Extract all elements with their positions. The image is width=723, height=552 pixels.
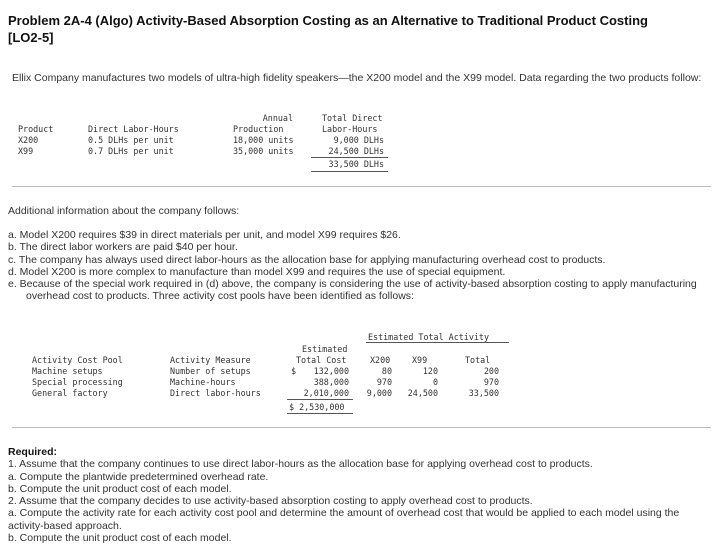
header-estimated: Estimated (302, 344, 348, 354)
row-setups-measure: Number of setups (170, 366, 251, 376)
row-processing-measure: Machine-hours (170, 377, 236, 387)
total-rule-top (311, 157, 388, 158)
group-header-rule (366, 342, 509, 343)
row-setups-cost: 132,000 (313, 366, 349, 376)
additional-info-heading: Additional information about the company follows: (8, 205, 240, 217)
header-activity-measure: Activity Measure (170, 355, 251, 365)
row-general-x200: 9,000 (366, 388, 392, 398)
header-annual: Annual (262, 113, 293, 123)
required-heading: Required: (8, 446, 58, 458)
intro-text: Ellix Company manufactures two models of ultra-high fidelity speakers—the X200 model and the X99 model. Data regarding the two products follow: (12, 72, 702, 84)
row-x200-product: X200 (18, 135, 39, 145)
cost-total-rule-bottom (287, 413, 353, 414)
header-x99: X99 (412, 355, 428, 365)
required-section (8, 446, 713, 544)
row-setups-pool: Machine setups (32, 366, 103, 376)
required-line-1b: b. Compute the unit product cost of each model. (8, 482, 232, 495)
required-line-2b: b. Compute the unit product cost of each model. (8, 532, 232, 545)
row-general-total: 33,500 (468, 388, 499, 398)
header-production: Production (233, 124, 284, 134)
row-x200-total: 9,000 DLHs (333, 135, 384, 145)
row-x200-production: 18,000 units (233, 135, 294, 145)
header-total-direct: Total Direct (322, 113, 383, 123)
problem-title-line-2: [LO2-5] (8, 30, 54, 45)
info-list (8, 229, 713, 303)
row-setups-x200: 80 (381, 366, 392, 376)
cost-total-rule-top (287, 399, 353, 400)
info-item-b: b. The direct labor workers are paid $40 per hour. (8, 241, 238, 254)
row-setups-total: 200 (483, 366, 499, 376)
header-product: Product (18, 124, 54, 134)
required-line-2: 2. Assume that the company decides to use activity-based absorption costing to apply overhead cost to products. (8, 495, 533, 508)
required-line-1a: a. Compute the plantwide predetermined overhead rate. (8, 470, 269, 483)
required-line-1: 1. Assume that the company continues to use direct labor-hours as the allocation base for applying overhead cost to products. (8, 458, 593, 471)
info-item-e: e. Because of the special work required in (d) above, the company is considering the use of activity-based absorption costing to apply manufacturing overhead cost to products. Three activity cost pools have been identified as follows: (8, 278, 697, 303)
row-processing-cost: 388,000 (313, 377, 349, 387)
info-item-c: c. The company has always used direct labor-hours as the allocation base for applying manufacturing overhead cost to products. (8, 253, 606, 266)
row-x99-production: 35,000 units (233, 146, 294, 156)
section-divider-1 (12, 186, 711, 187)
header-total-cost: Total Cost (296, 355, 347, 365)
row-processing-x99: 0 (432, 377, 438, 387)
required-line-2a: a. Compute the activity rate for each activity cost pool and determine the amount of overhead cost that would be applied to each model using the activity-based approach. (8, 507, 680, 532)
header-x200: X200 (370, 355, 391, 365)
info-item-d: d. Model X200 is more complex to manufacture than model X99 and requires the use of special equipment. (8, 265, 506, 278)
header-direct-labor-hours: Direct Labor-Hours (88, 124, 179, 134)
grand-total-cost: $ 2,530,000 (289, 402, 345, 412)
header-labor-hours: Labor-Hours (322, 124, 378, 134)
row-general-pool: General factory (32, 388, 108, 398)
row-setups-dollar: $ (291, 366, 297, 376)
row-general-x99: 24,500 (407, 388, 438, 398)
info-item-a: a. Model X200 requires $39 in direct materials per unit, and model X99 requires $26. (8, 229, 401, 241)
row-processing-x200: 970 (376, 377, 392, 387)
row-x99-dlh: 0.7 DLHs per unit (88, 146, 174, 156)
row-processing-pool: Special processing (32, 377, 123, 387)
row-setups-x99: 120 (422, 366, 438, 376)
header-total: Total (465, 355, 491, 365)
row-x99-total: 24,500 DLHs (328, 146, 384, 156)
problem-title-line-1: Problem 2A-4 (Algo) Activity-Based Absorption Costing as an Alternative to Traditional Product Costing (8, 13, 648, 28)
header-estimated-total-activity: Estimated Total Activity (368, 332, 490, 342)
row-x99-product: X99 (18, 146, 34, 156)
row-x200-dlh: 0.5 DLHs per unit (88, 135, 174, 145)
row-general-cost: 2,010,000 (303, 388, 349, 398)
problem-title (8, 12, 718, 46)
row-processing-total: 970 (483, 377, 499, 387)
total-rule-bottom (311, 171, 388, 172)
section-divider-2 (12, 427, 711, 428)
row-general-measure: Direct labor-hours (170, 388, 261, 398)
grand-total-dlh: 33,500 DLHs (328, 159, 384, 169)
header-activity-cost-pool: Activity Cost Pool (32, 355, 123, 365)
